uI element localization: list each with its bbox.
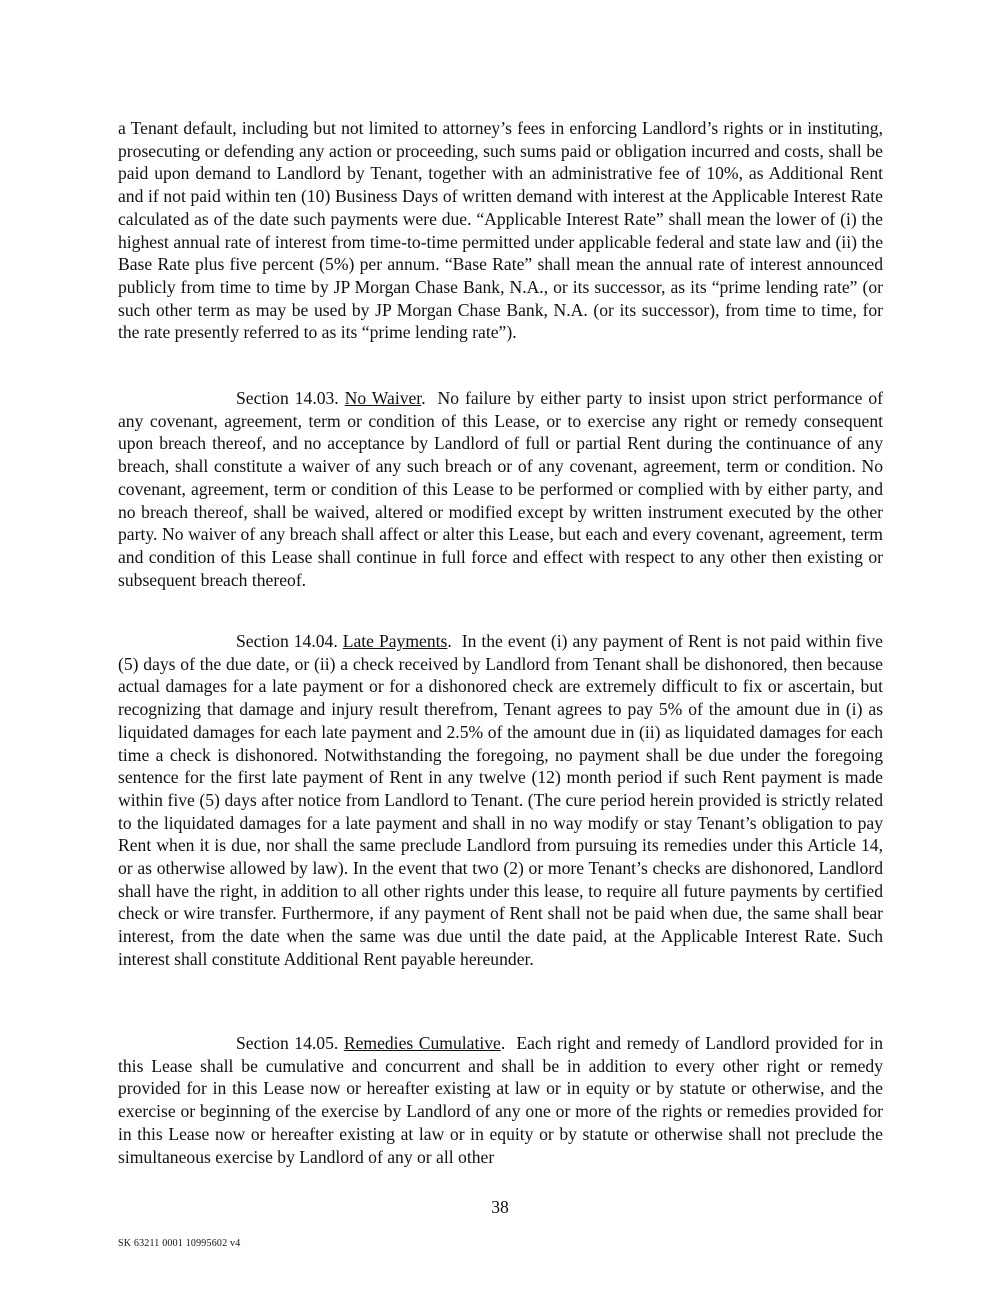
document-footer-id: SK 63211 0001 10995602 v4 [118,1238,241,1249]
section-body: No failure by either party to insist upon strict performance of any covenant, agreement, term or condition of this Lease, or to exercise any right or remedy consequent upon breach thereof, and no acceptance by Landlord of full or partial Rent during the continuance of any breach, shall constitute a waiver of any such breach or of any covenant, agreement, term or condition. No covenant, agreement, term or condition of this Lease to be performed or complied with by either party, and no breach thereof, shall be waived, altered or modified except by written instrument executed by the other party. No waiver of any breach shall affect or alter this Lease, but each and every covenant, agreement, term and condition of this Lease shall continue in full force and effect with respect to any other then existing or subsequent breach thereof. [118,388,883,590]
section-number: Section 14.04. [236,631,338,651]
section-14-05: Section 14.05. Remedies Cumulative. Each right and remedy of Landlord provided for in this Lease shall be cumulative and concurrent and shall be in addition to every other right or remedy provided for in this Lease now or hereafter existing at law or in equity or by statute or otherwise, and the exercise or beginning of the exercise by Landlord of any one or more of the rights or remedies provided for in this Lease now or hereafter existing at law or in equity or by statute or otherwise shall not preclude the simultaneous exercise by Landlord of any or all other [118,1033,884,1167]
section-14-04: Section 14.04. Late Payments. In the event (i) any payment of Rent is not paid within five (5) days of the due date, or (ii) a check received by Landlord from Tenant shall be dishonored, then because actual damages for a late payment or for a dishonored check are extremely difficult to fix or ascertain, but recognizing that damage and injury result therefrom, Tenant agrees to pay 5% of the amount due in (i) as liquidated damages for each late payment and 2.5% of the amount due in (ii) as liquidated damages for each time a check is dishonored. Notwithstanding the foregoing, no payment shall be due under the foregoing sentence for the first late payment of Rent in any twelve (12) month period if such Rent payment is made within five (5) days after notice from Landlord to Tenant. (The cure period herein provided is strictly related to the liquidated damages for a late payment and shall in no way modify or stay Tenant’s obligation to pay Rent when it is due, nor shall the same preclude Landlord from pursuing its remedies under this Article 14, or as otherwise allowed by law). In the event that two (2) or more Tenant’s checks are dishonored, Landlord shall have the right, in addition to all other rights under this lease, to require all future payments by certified check or wire transfer. Furthermore, if any payment of Rent shall not be paid when due, the same shall bear interest, from the date when the same was due until the date paid, at the Applicable Interest Rate. Such interest shall constitute Additional Rent payable hereunder. [118,631,883,969]
page-number: 38 [491,1197,509,1217]
section-14-03: Section 14.03. No Waiver. No failure by either party to insist upon strict performance of any covenant, agreement, term or condition of this Lease, or to exercise any right or remedy consequent upon breach thereof, and no acceptance by Landlord of full or partial Rent during the continuance of any breach, shall constitute a waiver of any such breach or of any covenant, agreement, term or condition. No covenant, agreement, term or condition of this Lease to be performed or complied with by either party, and no breach thereof, shall be waived, altered or modified except by written instrument executed by the other party. No waiver of any breach shall affect or alter this Lease, but each and every covenant, agreement, term and condition of this Lease shall continue in full force and effect with respect to any other then existing or subsequent breach thereof. [118,388,883,590]
section-heading: Late Payments [342,631,448,651]
paragraph-1-text: a Tenant default, including but not limited to attorney’s fees in enforcing Landlord’s rights or in instituting, prosecuting or defending any action or proceeding, such sums paid or obligation incurred and costs, shall be paid upon demand to Landlord by Tenant, together with an administrative fee of 10%, as Additional Rent and if not paid within ten (10) Business Days of written demand with interest at the Applicable Interest Rate calculated as of the date such payments were due. “Applicable Interest Rate” shall mean the lower of (i) the highest annual rate of interest from time-to-time permitted under applicable federal and state law and (ii) the Base Rate plus five percent (5%) per annum. “Base Rate” shall mean the annual rate of interest announced publicly from time to time by JP Morgan Chase Bank, N.A., or its successor, as its “prime lending rate” (or such other term as may be used by JP Morgan Chase Bank, N.A. (or its successor), from time to time, for the rate presently referred to as its “prime lending rate”). [118,118,883,343]
section-number: Section 14.03. [236,388,339,408]
paragraph-continuation [118,117,883,344]
section-body: Each right and remedy of Landlord provided for in this Lease shall be cumulative and concurrent and shall be in addition to every other right or remedy provided for in this Lease now or hereafter existing at law or in equity or by statute or otherwise, and the exercise or beginning of the exercise by Landlord of any one or more of the rights or remedies provided for in this Lease now or hereafter existing at law or in equity or by statute or otherwise shall not preclude the simultaneous exercise by Landlord of any or all other [118,1033,884,1167]
section-heading: No Waiver [344,388,422,408]
section-heading: Remedies Cumulative [343,1033,501,1053]
section-number: Section 14.05. [236,1033,339,1053]
section-body: In the event (i) any payment of Rent is not paid within five (5) days of the due date, or (ii) a check received by Landlord from Tenant shall be dishonored, then because actual damages for a late payment or for a dishonored check are extremely difficult to fix or ascertain, but recognizing that damage and injury result therefrom, Tenant agrees to pay 5% of the amount due in (i) as liquidated damages for each late payment and 2.5% of the amount due in (ii) as liquidated damages for each time a check is dishonored. Notwithstanding the foregoing, no payment shall be due under the foregoing sentence for the first late payment of Rent in any twelve (12) month period if such Rent payment is made within five (5) days after notice from Landlord to Tenant. (The cure period herein provided is strictly related to the liquidated damages for a late payment and shall in no way modify or stay Tenant’s obligation to pay Rent when it is due, nor shall the same preclude Landlord from pursuing its remedies under this Article 14, or as otherwise allowed by law). In the event that two (2) or more Tenant’s checks are dishonored, Landlord shall have the right, in addition to all other rights under this lease, to require all future payments by certified check or wire transfer. Furthermore, if any payment of Rent shall not be paid when due, the same shall bear interest, from the date when the same was due until the date paid, at the Applicable Interest Rate. Such interest shall constitute Additional Rent payable hereunder. [118,631,883,969]
